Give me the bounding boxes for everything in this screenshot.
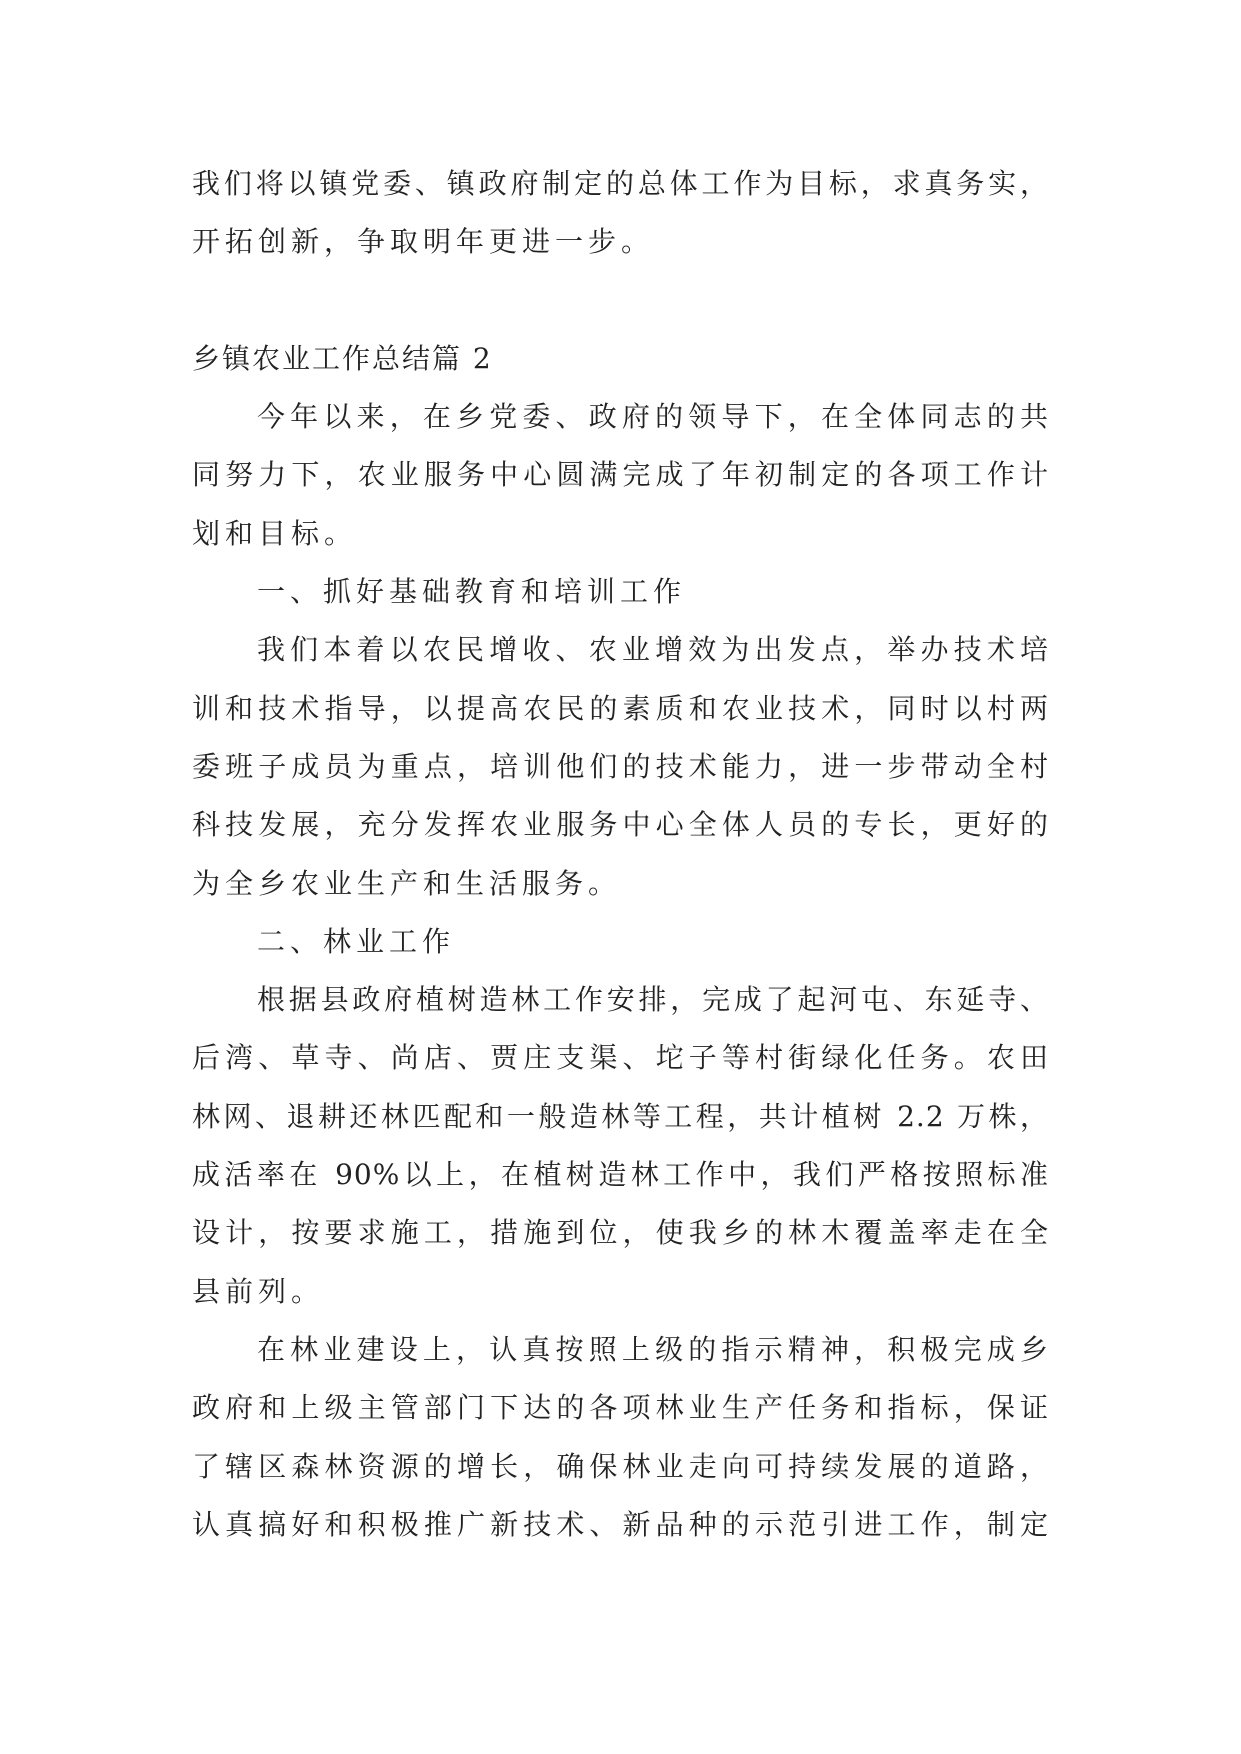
paragraph-line: 成活率在 90%以上，在植树造林工作中，我们严格按照标准 bbox=[192, 1158, 1049, 1192]
paragraph-line: 后湾、草寺、尚店、贾庄支渠、坨子等村街绿化任务。农田 bbox=[192, 1041, 1049, 1075]
paragraph-line: 开拓创新，争取明年更进一步。 bbox=[192, 225, 655, 259]
document-body bbox=[192, 155, 1049, 1554]
paragraph-line: 根据县政府植树造林工作安排，完成了起河屯、东延寺、 bbox=[257, 983, 1049, 1017]
paragraph-line: 林网、退耕还林匹配和一般造林等工程，共计植树 2.2 万株， bbox=[192, 1099, 1049, 1133]
paragraph bbox=[192, 621, 1049, 912]
paragraph bbox=[192, 388, 1049, 563]
paragraph-line: 委班子成员为重点，培训他们的技术能力，进一步带动全村 bbox=[192, 749, 1049, 783]
paragraph-line: 我们本着以农民增收、农业增效为出发点，举办技术培 bbox=[257, 633, 1049, 667]
paragraph-line: 县前列。 bbox=[192, 1274, 325, 1308]
paragraph-line: 为全乡农业生产和生活服务。 bbox=[192, 866, 622, 900]
paragraph-line: 了辖区森林资源的增长，确保林业走向可持续发展的道路， bbox=[192, 1449, 1049, 1483]
section-heading bbox=[192, 563, 1049, 621]
intro-paragraph bbox=[192, 155, 1049, 272]
paragraph-line: 科技发展，充分发挥农业服务中心全体人员的专长，更好的 bbox=[192, 808, 1049, 842]
section-heading bbox=[192, 913, 1049, 971]
paragraph-line: 设计，按要求施工，措施到位，使我乡的林木覆盖率走在全 bbox=[192, 1216, 1049, 1250]
paragraph-line: 训和技术指导，以提高农民的素质和农业技术，同时以村两 bbox=[192, 691, 1049, 725]
blank-line bbox=[192, 272, 1049, 330]
paragraph-line: 划和目标。 bbox=[192, 516, 358, 550]
paragraph-line: 在林业建设上，认真按照上级的指示精神，积极完成乡 bbox=[257, 1332, 1049, 1366]
document-title: 乡镇农业工作总结篇 2 bbox=[192, 341, 493, 375]
paragraph-line: 认真搞好和积极推广新技术、新品种的示范引进工作，制定 bbox=[192, 1507, 1049, 1541]
paragraph-line: 同努力下，农业服务中心圆满完成了年初制定的各项工作计 bbox=[192, 458, 1049, 492]
section-heading-text: 二、林业工作 bbox=[257, 924, 456, 958]
paragraph bbox=[192, 1321, 1049, 1554]
paragraph-line: 今年以来，在乡党委、政府的领导下，在全体同志的共 bbox=[257, 400, 1049, 434]
section-heading-text: 一、抓好基础教育和培训工作 bbox=[257, 575, 687, 609]
paragraph bbox=[192, 971, 1049, 1321]
paragraph-line: 政府和上级主管部门下达的各项林业生产任务和指标，保证 bbox=[192, 1391, 1049, 1425]
paragraph-line: 我们将以镇党委、镇政府制定的总体工作为目标，求真务实， bbox=[192, 167, 1049, 200]
